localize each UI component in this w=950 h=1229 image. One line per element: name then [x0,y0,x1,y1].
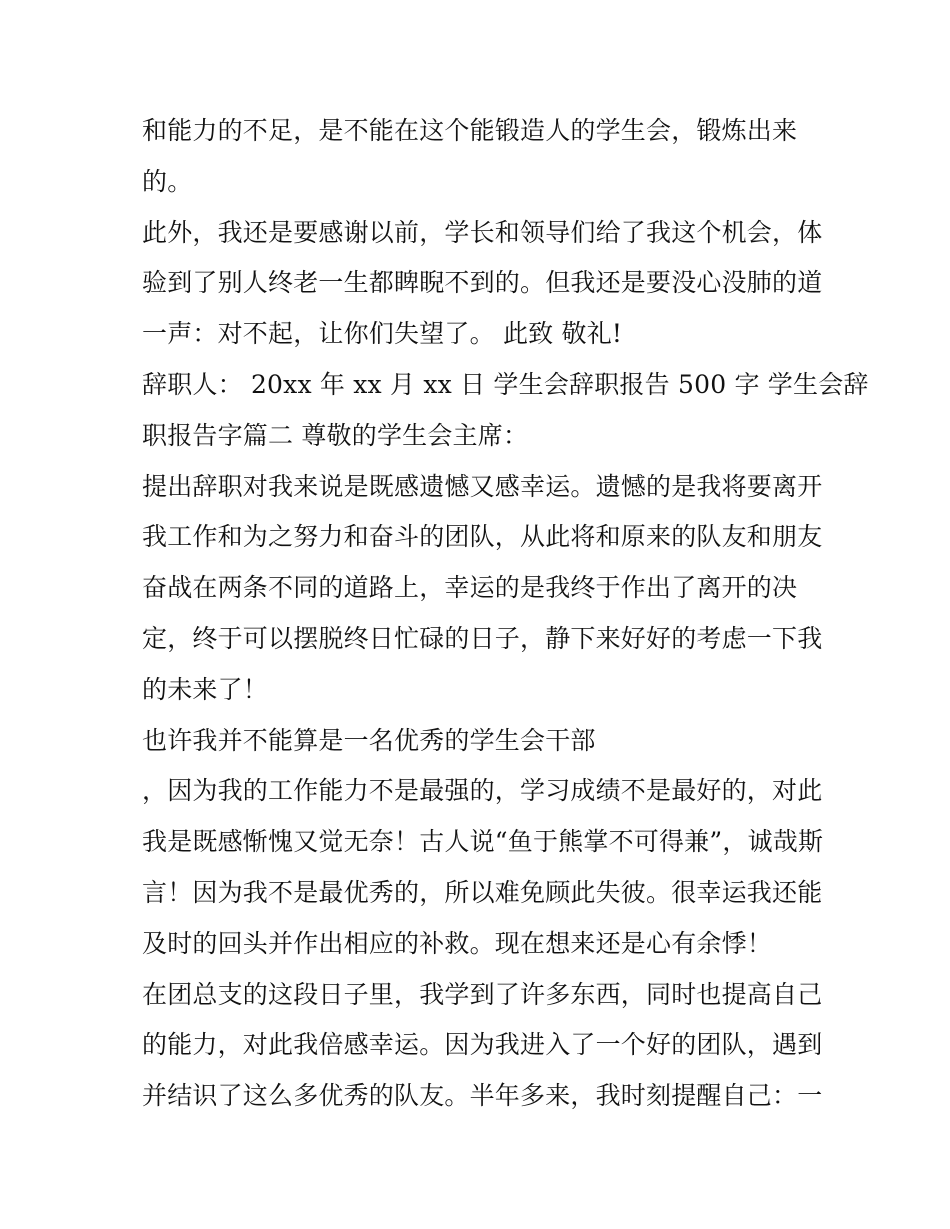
text-line: 验到了别人终老一生都睥睨不到的。但我还是要没心没肺的道 [142,268,823,298]
text-line: ，因为我的工作能力不是最强的，学习成绩不是最好的，对此 [142,776,823,806]
text-line: 我是既感惭愧又觉无奈！古人说“鱼于熊掌不可得兼”，诚哉斯 [142,827,824,857]
text-line: 也许我并不能算是一名优秀的学生会干部 [142,725,596,755]
text-line: 辞职人： 20xx 年 xx 月 xx 日 学生会辞职报告 500 字 学生会辞 [142,369,869,399]
text-line: 定，终于可以摆脱终日忙碌的日子，静下来好好的考虑一下我 [142,623,823,653]
text-line: 职报告字篇二 尊敬的学生会主席： [142,420,529,450]
text-line: 此外，我还是要感谢以前，学长和领导们给了我这个机会，体 [142,217,823,247]
text-line: 一声：对不起，让你们失望了。 此致 敬礼! [142,319,623,349]
text-line: 的。 [142,166,193,196]
text-line: 并结识了这么多优秀的队友。半年多来，我时刻提醒自己：一 [142,1081,823,1111]
text-line: 我工作和为之努力和奋斗的团队，从此将和原来的队友和朋友 [142,522,823,552]
text-line: 的能力，对此我倍感幸运。因为我进入了一个好的团队，遇到 [142,1030,823,1060]
text-line: 奋战在两条不同的道路上，幸运的是我终于作出了离开的决 [142,573,798,603]
text-line: 在团总支的这段日子里，我学到了许多东西，同时也提高自己 [142,979,823,1009]
text-line: 和能力的不足，是不能在这个能锻造人的学生会，锻炼出来 [142,116,798,145]
text-line: 提出辞职对我来说是既感遗憾又感幸运。遗憾的是我将要离开 [142,471,823,501]
document-body [142,106,869,1122]
text-line: 及时的回头并作出相应的补救。现在想来还是心有余悸！ [142,928,773,958]
text-line: 言！因为我不是最优秀的，所以难免顾此失彼。很幸运我还能 [142,877,823,907]
text-line: 的未来了！ [142,674,269,704]
